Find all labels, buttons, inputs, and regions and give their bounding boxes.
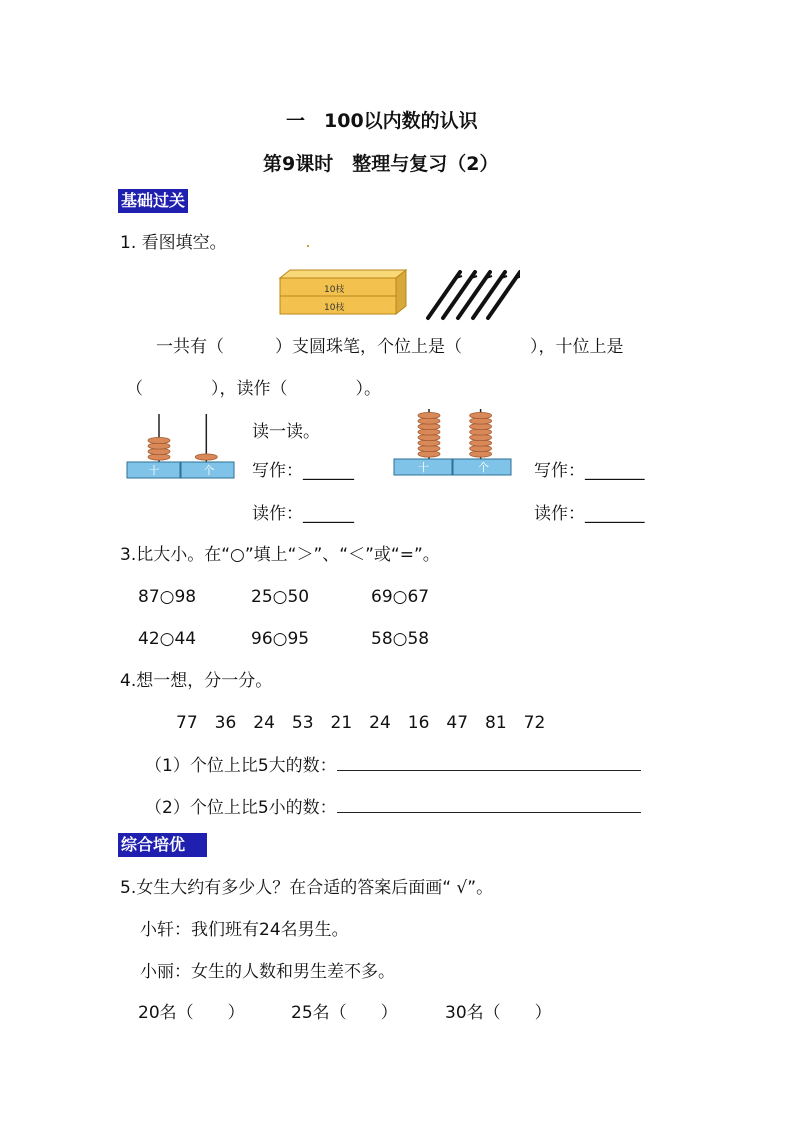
unit-title: 一 100以内数的认识 [286,110,478,132]
compare-item: 87○98 [138,587,197,607]
q5-line2: 小丽：女生的人数和男生差不多。 [140,962,395,982]
abacus-left [126,410,236,480]
box-top-face [280,270,406,278]
read-aloud-label: 读一读。 [252,422,320,442]
pencil [488,272,520,318]
compare-item: 96○95 [251,629,310,649]
abacus-label-ones: 个 [478,461,489,474]
section-badge-basic: 基础过关 [118,189,188,213]
section-badge-advanced: 综合培优 [118,833,207,857]
pencil-box-figure [270,268,410,320]
answer-line-2[interactable] [337,796,641,813]
q4-numbers: 77 36 24 53 21 24 16 47 81 72 [176,713,546,733]
abacus-label-tens: 十 [148,464,160,477]
abacus-bead [148,437,170,443]
write-right: 写作：_______ [534,461,645,481]
abacus-bead [470,412,492,418]
decorative-dot [307,245,309,247]
answer-line-1[interactable] [337,754,641,771]
read-left: 读作：______ [252,504,354,524]
option-30[interactable]: 30名（ ） [445,1003,552,1023]
write-left: 写作：______ [252,461,354,481]
abacus-bead [195,454,217,460]
q1-prompt: 1. 看图填空。 [120,233,227,253]
q4-part2 [145,796,641,819]
read-right: 读作：_______ [534,504,645,524]
box-side-face [396,270,406,314]
q4-prompt: 4.想一想，分一分。 [120,671,273,691]
q1-line2: （ ），读作（ ）。 [126,379,381,399]
pencils-figure [420,266,520,324]
box-label-top: 10枝 [324,285,345,295]
option-25[interactable]: 25名（ ） [291,1003,398,1023]
box-label-bottom: 10枝 [324,303,345,313]
q4-part1 [145,754,641,777]
lesson-title: 第9课时 整理与复习（2） [263,153,499,175]
compare-item: 42○44 [138,629,197,649]
q5-line1: 小轩：我们班有24名男生。 [140,920,349,940]
abacus-right [393,405,513,477]
compare-item: 25○50 [251,587,310,607]
q5-prompt: 5.女生大约有多少人？在合适的答案后面画“ √”。 [120,878,494,898]
q3-prompt: 3.比大小。在“○”填上“＞”、“＜”或“=”。 [120,545,440,565]
compare-item: 58○58 [371,629,430,649]
abacus-label-ones: 个 [203,464,215,477]
q4-part2-label: （2）个位上比5小的数： [145,798,337,818]
q4-part1-label: （1）个位上比5大的数： [145,756,337,776]
compare-item: 69○67 [371,587,430,607]
q1-line1: 一共有（ ）支圆珠笔，个位上是（ ），十位上是 [156,337,624,357]
abacus-label-tens: 十 [418,461,429,474]
option-20[interactable]: 20名（ ） [138,1003,245,1023]
abacus-bead [418,412,440,418]
